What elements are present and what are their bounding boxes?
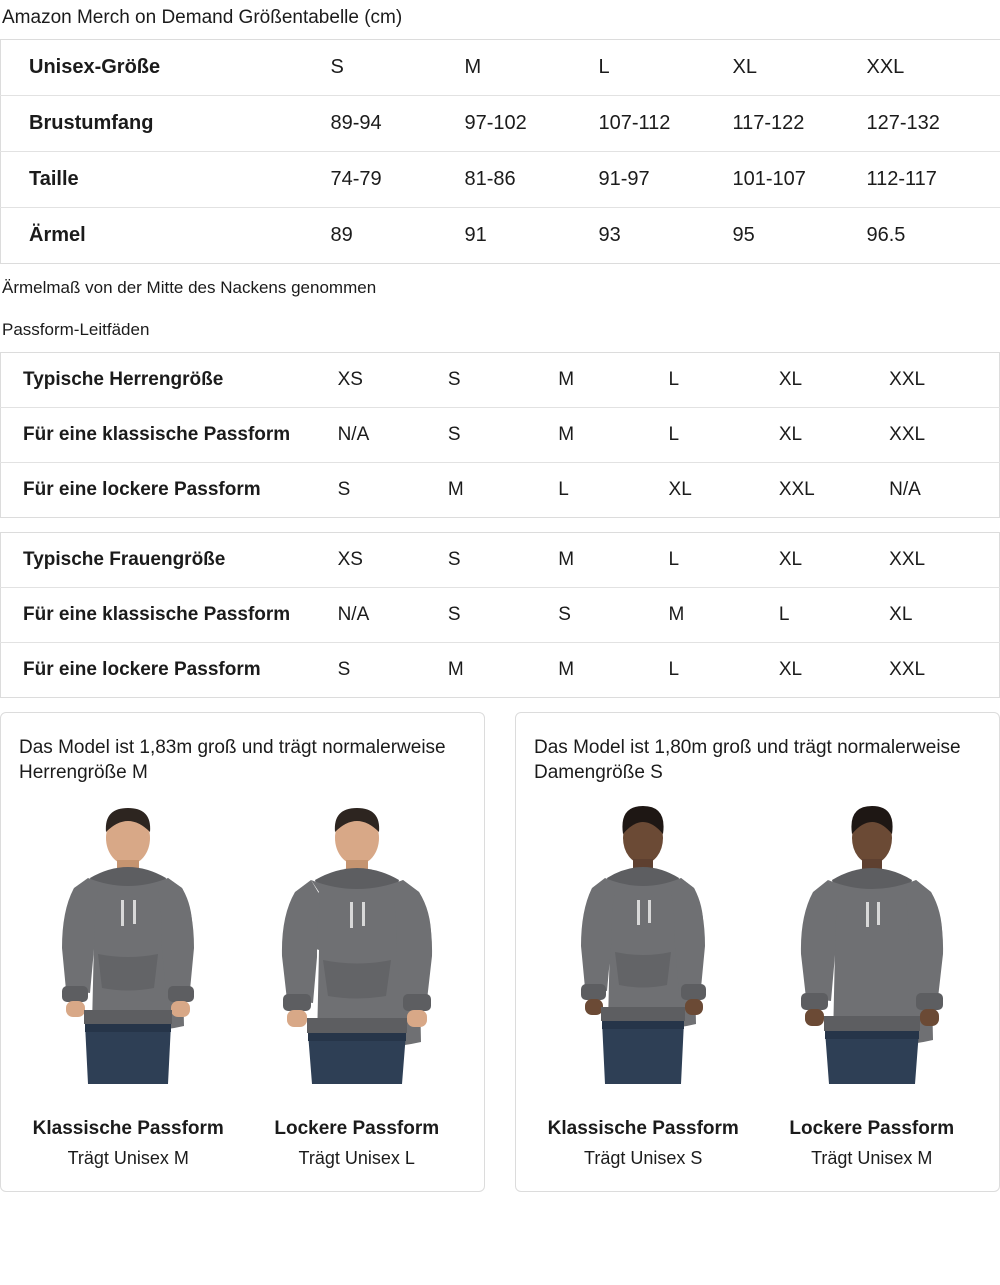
cell: M <box>558 658 575 680</box>
table-row <box>1 642 1000 697</box>
table-row <box>1 39 1000 95</box>
row-label: Für eine klassische Passform <box>1 407 338 462</box>
male-relaxed-label <box>249 1118 464 1169</box>
female-relaxed-figure <box>764 804 979 1104</box>
cell: S <box>448 532 558 587</box>
fit-name: Klassische Passform <box>32 1117 224 1139</box>
cell: L <box>669 352 779 407</box>
cell: L <box>669 532 779 587</box>
cell: XL <box>778 658 803 680</box>
cell: 97-102 <box>465 95 599 151</box>
cell: 89-94 <box>331 95 465 151</box>
male-figure-labels <box>19 1118 466 1169</box>
row-label: Für eine klassische Passform <box>1 587 338 642</box>
row-label: Brustumfang <box>1 95 331 151</box>
fit-name: Lockere Passform <box>789 1117 955 1139</box>
cell: XXL <box>778 478 815 500</box>
male-relaxed-figure <box>249 804 464 1104</box>
cell: S <box>448 352 558 407</box>
cell: 81-86 <box>465 151 599 207</box>
cell: 95 <box>732 223 755 246</box>
table-row <box>1 95 1000 151</box>
cell: XXL <box>867 39 1000 95</box>
cell: XXL <box>889 352 999 407</box>
cell: M <box>558 532 668 587</box>
cell: S <box>337 478 351 500</box>
womens-fit-table <box>0 532 1000 698</box>
cell: L <box>558 478 569 500</box>
female-relaxed-hoodie-illustration <box>772 804 972 1104</box>
cell: XXL <box>889 658 926 680</box>
cell: L <box>668 658 680 680</box>
cell: XL <box>733 39 867 95</box>
cell: N/A <box>338 407 448 462</box>
row-label: Taille <box>1 151 331 207</box>
wears-size: Trägt Unisex S <box>584 1147 703 1168</box>
male-classic-hoodie-illustration <box>28 804 228 1104</box>
cell: M <box>558 352 668 407</box>
cell: S <box>558 587 668 642</box>
model-caption: Das Model ist 1,83m groß und trägt normalerweise Herrengröße M <box>19 736 446 784</box>
cell: 91-97 <box>599 151 733 207</box>
row-label: Ärmel <box>29 223 86 246</box>
row-label: Für eine lockere Passform <box>23 658 261 680</box>
cell: XS <box>338 532 448 587</box>
cell: M <box>447 658 464 680</box>
cell: 107-112 <box>599 95 733 151</box>
table-row <box>1 407 1000 462</box>
mens-fit-table <box>0 352 1000 518</box>
fit-name: Lockere Passform <box>274 1117 440 1139</box>
cell: 93 <box>598 223 621 246</box>
table-row <box>1 151 1000 207</box>
cell: L <box>599 39 733 95</box>
cell: M <box>669 587 779 642</box>
cell: XXL <box>889 532 999 587</box>
cell: N/A <box>338 587 448 642</box>
wears-size: Trägt Unisex M <box>811 1147 933 1168</box>
row-label: Typische Frauengröße <box>1 532 338 587</box>
female-relaxed-label <box>764 1118 979 1169</box>
model-caption: Das Model ist 1,80m groß und trägt normalerweise Damengröße S <box>534 736 961 784</box>
cell: XS <box>338 352 448 407</box>
female-classic-hoodie-illustration <box>543 804 743 1104</box>
cell: M <box>558 407 668 462</box>
cell: XXL <box>889 407 999 462</box>
cell: 89 <box>330 223 353 246</box>
cell: S <box>448 587 558 642</box>
row-label: Typische Herrengröße <box>1 352 338 407</box>
cell: 101-107 <box>733 151 867 207</box>
table-row <box>1 462 1000 517</box>
table-row <box>1 532 1000 587</box>
cell: XL <box>779 407 889 462</box>
table-row <box>1 352 1000 407</box>
row-label: Für eine lockere Passform <box>23 478 261 500</box>
female-classic-label <box>536 1118 751 1169</box>
cell: XL <box>889 587 999 642</box>
cell: 127-132 <box>867 95 1000 151</box>
cell: S <box>331 39 465 95</box>
cell: XL <box>668 478 692 500</box>
table-row <box>1 207 1000 263</box>
female-figures <box>534 794 981 1104</box>
cell: XL <box>779 352 889 407</box>
cell: 96.5 <box>866 223 906 246</box>
cell: 91 <box>464 223 487 246</box>
female-model-card <box>515 712 1000 1192</box>
model-cards <box>0 712 1000 1192</box>
male-figures <box>19 794 466 1104</box>
wears-size: Trägt Unisex L <box>298 1147 415 1168</box>
cell: XL <box>779 532 889 587</box>
cell: N/A <box>889 478 921 500</box>
row-label: Unisex-Größe <box>1 39 331 95</box>
cell: S <box>337 658 351 680</box>
cell: M <box>447 478 464 500</box>
cell: M <box>465 39 599 95</box>
cell: 112-117 <box>867 151 1000 207</box>
male-classic-label <box>21 1118 236 1169</box>
wears-size: Trägt Unisex M <box>67 1147 189 1168</box>
cell: 117-122 <box>733 95 867 151</box>
cell: 74-79 <box>331 151 465 207</box>
male-classic-figure <box>21 804 236 1104</box>
table-row <box>1 587 1000 642</box>
cell: L <box>669 407 779 462</box>
female-figure-labels <box>534 1118 981 1169</box>
sleeve-note: Ärmelmaß von der Mitte des Nackens genommen <box>2 277 377 297</box>
male-relaxed-hoodie-illustration <box>257 804 457 1104</box>
unisex-size-table <box>0 39 1000 264</box>
fit-guides-title: Passform-Leitfäden <box>2 319 150 339</box>
male-model-card <box>0 712 485 1192</box>
fit-name: Klassische Passform <box>547 1117 739 1139</box>
page-title: Amazon Merch on Demand Größentabelle (cm) <box>2 7 403 28</box>
cell: S <box>448 407 558 462</box>
female-classic-figure <box>536 804 751 1104</box>
cell: L <box>779 587 889 642</box>
